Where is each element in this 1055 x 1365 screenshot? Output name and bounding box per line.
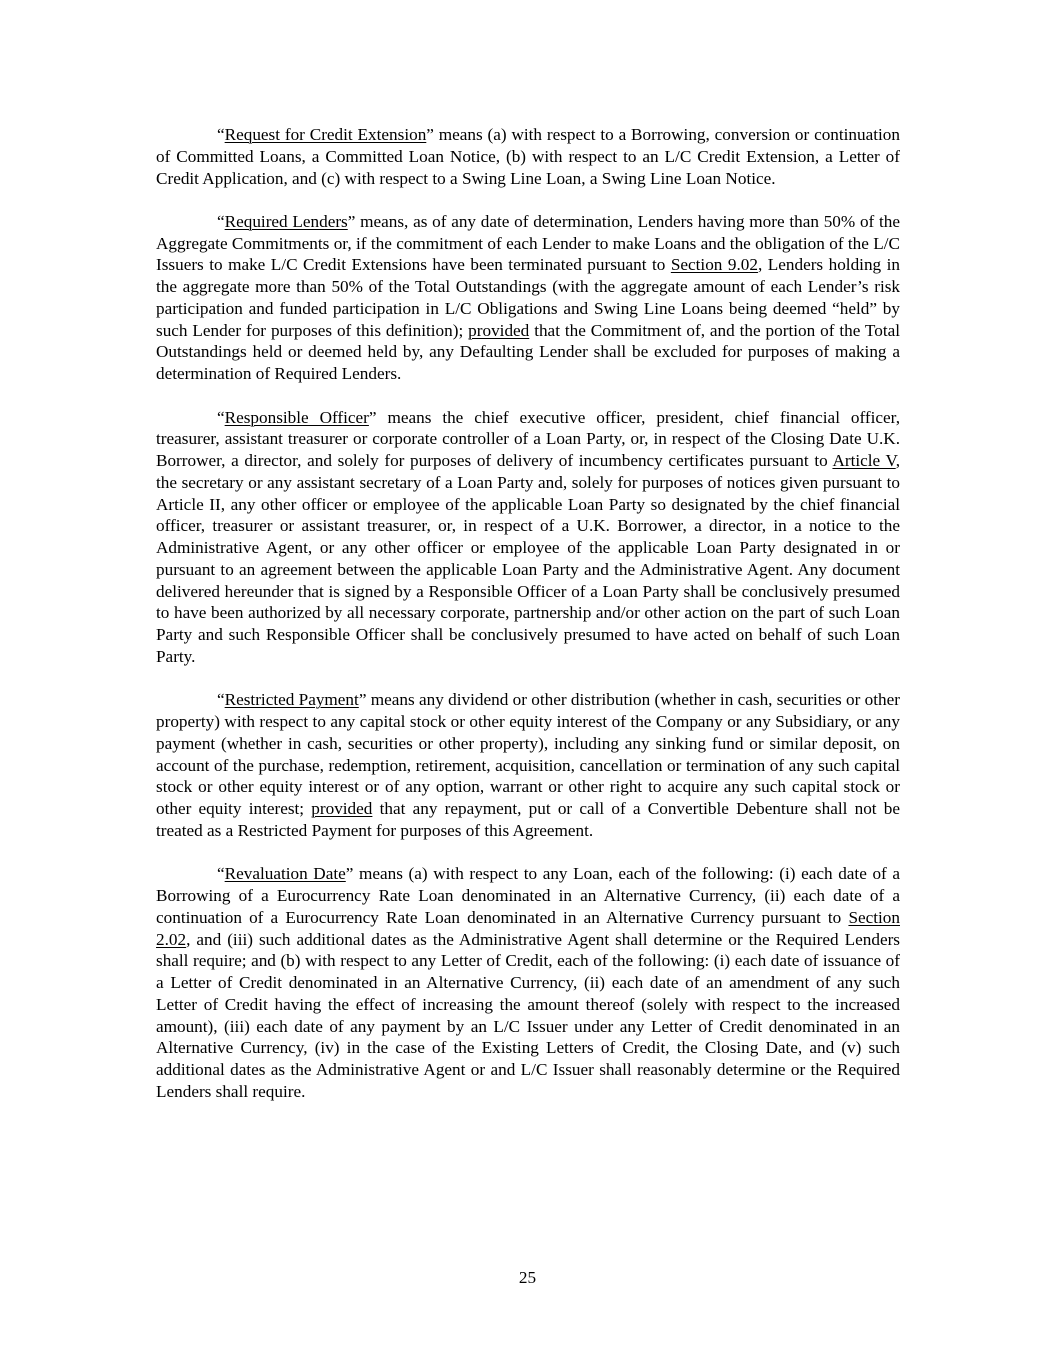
definition-text: , and (iii) such additional dates as the Administrative Agent shall determine or the Required Lenders shall require; and (b) with respect to any Letter of Credit, each of the following: (i) each date of issuance of a Letter of Credit denominated in an Alternative Currency, (ii) each date of an amendment of any such Letter of Credit having the effect of increasing the amount thereof (solely with respect to the increased amount), (iii) each date of any payment by an L/C Issuer under any Letter of Credit denominated in an Alternative Currency, (iv) in the case of the Existing Letters of Credit, the Closing Date, and (v) such additional dates as the Administrative Agent or and L/C Issuer shall reasonably determine or the Required Lenders shall require. (156, 929, 900, 1101)
definition-request-for-credit-extension: “Request for Credit Extension” means (a) with respect to a Borrowing, conversion or continuation of Committed Loans, a Committed Loan Notice, (b) with respect to an L/C Credit Extension, a Letter of Credit Application, and (c) with respect to a Swing Line Loan, a Swing Line Loan Notice. (156, 125, 900, 188)
definition-text: means the chief executive officer, president, chief financial officer, treasurer, assistant treasurer or corporate controller of a Loan Party, or, in respect of the Closing Date U.K. Borrower, a director, and solely for purposes of delivery of incumbency certificates pursuant to (156, 407, 900, 471)
definition-revaluation-date: “Revaluation Date” means (a) with respect to any Loan, each of the following: (i) each date of a Borrowing of a Eurocurrency Rate Loan denominated in an Alternative Currency, (ii) each date of a continuation of a Eurocurrency Rate Loan denominated in an Alternative Currency pursuant to Section 2.02, and (iii) such additional dates as the Administrative Agent shall determine or the Required Lenders shall require; and (b) with respect to any Letter of Credit, each of the following: (i) each date of issuance of a Letter of Credit denominated in an Alternative Currency, (ii) each date of an amendment of any such Letter of Credit having the effect of increasing the amount thereof (solely with respect to the increased amount), (iii) each date of any payment by an L/C Issuer under any Letter of Credit denominated in an Alternative Currency, (iv) in the case of the Existing Letters of Credit, the Closing Date, and (v) such additional dates as the Administrative Agent or and L/C Issuer shall reasonably determine or the Required Lenders shall require. (156, 864, 901, 1101)
proviso-term: provided (311, 799, 373, 819)
definition-text: , Lenders holding in the aggregate more than 50% of the Total Outstandings (with the aggregate amount of each Lender’s risk participation and funded participation in L/C Obligations and Swing Line Loans being deemed “held” by such Lender for purposes of this definition); (156, 255, 900, 340)
definition-required-lenders: “Required Lenders” means, as of any date of determination, Lenders having more than 50% of the Aggregate Commitments or, if the commitment of each Lender to make Loans and the obligation of the L/C Issuers to make L/C Credit Extensions have been terminated pursuant to Section 9.02, Lenders holding in the aggregate more than 50% of the Total Outstandings (with the aggregate amount of each Lender’s risk participation and funded participation in L/C Obligations and Swing Line Loans being deemed “held” by such Lender for purposes of this definition); provided that the Commitment of, and the portion of the Total Outstandings held or deemed held by, any Defaulting Lender shall be excluded for purposes of making a determination of Required Lenders. (156, 211, 901, 384)
cross-reference: Article V (832, 451, 896, 471)
defined-term: Required Lenders (224, 211, 348, 231)
page-number: 25 (518, 1268, 537, 1287)
definition-text: means any dividend or other distribution (whether in cash, securities or other property) with respect to any capital stock or other equity interest of the Company or any Subsidiary, or any payment (whether in cash, securities or other property), including any sinking fund or similar deposit, on account of the purchase, redemption, retirement, acquisition, cancellation or termination of any such capital stock or other equity interest or of any option, warrant or other right to acquire any such capital stock or other equity interest; (156, 690, 900, 819)
definition-text: means (a) with respect to any Loan, each of the following: (i) each date of a Borrowing of a Eurocurrency Rate Loan denominated in an Alternative Currency, (ii) each date of a continuation of a Eurocurrency Rate Loan denominated in an Alternative Currency pursuant to (156, 864, 901, 927)
document-page (156, 124, 900, 1124)
proviso-term: provided (468, 320, 530, 340)
definition-text: that the Commitment of, and the portion of the Total Outstandings held or deemed held by, any Defaulting Lender shall be excluded for purposes of making a determination of Required Lenders. (156, 320, 901, 384)
definition-responsible-officer: “Responsible Officer” means the chief executive officer, president, chief financial officer, treasurer, assistant treasurer or corporate controller of a Loan Party, or, in respect of the Closing Date U.K. Borrower, a director, and solely for purposes of delivery of incumbency certificates pursuant to Article V, the secretary or any assistant secretary of a Loan Party and, solely for purposes of notices given pursuant to Article II, any other officer or employee of the applicable Loan Party so designated by the chief financial officer, treasurer or assistant treasurer, or, in respect of a U.K. Borrower, a director, in a notice to the Administrative Agent, or any other officer or employee of the applicable Loan Party designated in or pursuant to an agreement between the applicable Loan Party and the Administrative Agent. Any document delivered hereunder that is signed by a Responsible Officer of a Loan Party shall be conclusively presumed to have been authorized by all necessary corporate, partnership and/or other action on the part of such Loan Party and such Responsible Officer shall be conclusively presumed to have acted on behalf of such Loan Party. (156, 407, 901, 666)
cross-reference: Section 2.02 (156, 907, 900, 949)
defined-term: Restricted Payment (224, 690, 359, 710)
defined-term: Revaluation Date (224, 864, 346, 884)
definition-text: , the secretary or any assistant secretary of a Loan Party and, solely for purposes of notices given pursuant to Article II, any other officer or employee of the applicable Loan Party so designated by the chief financial officer, treasurer or assistant treasurer, or, in respect of a U.K. Borrower, a director, in a notice to the Administrative Agent, or any other officer or employee of the applicable Loan Party designated in or pursuant to an agreement between the applicable Loan Party and the Administrative Agent. Any document delivered hereunder that is signed by a Responsible Officer of a Loan Party shall be conclusively presumed to have been authorized by all necessary corporate, partnership and/or other action on the part of such Loan Party and such Responsible Officer shall be conclusively presumed to have acted on behalf of such Loan Party. (156, 451, 901, 666)
definition-text: that any repayment, put or call of a Convertible Debenture shall not be treated as a Restricted Payment for purposes of this Agreement. (156, 799, 900, 840)
definition-text: means (a) with respect to a Borrowing, conversion or continuation of Committed Loans, a Committed Loan Notice, (b) with respect to an L/C Credit Extension, a Letter of Credit Application, and (c) with respect to a Swing Line Loan, a Swing Line Loan Notice. (156, 125, 900, 188)
cross-reference: Section 9.02 (670, 255, 758, 275)
defined-term: Responsible Officer (224, 407, 369, 427)
defined-term: Request for Credit Extension (224, 125, 427, 144)
definition-restricted-payment: “Restricted Payment” means any dividend or other distribution (whether in cash, securities or other property) with respect to any capital stock or other equity interest of the Company or any Subsidiary, or any payment (whether in cash, securities or other property), including any sinking fund or similar deposit, on account of the purchase, redemption, retirement, acquisition, cancellation or termination of any such capital stock or other equity interest or of any option, warrant or other right to acquire any such capital stock or other equity interest; provided that any repayment, put or call of a Convertible Debenture shall not be treated as a Restricted Payment for purposes of this Agreement. (156, 690, 900, 840)
definition-text: means, as of any date of determination, Lenders having more than 50% of the Aggregate Commitments or, if the commitment of each Lender to make Loans and the obligation of the L/C Issuers to make L/C Credit Extensions have been terminated pursuant to (156, 211, 901, 275)
